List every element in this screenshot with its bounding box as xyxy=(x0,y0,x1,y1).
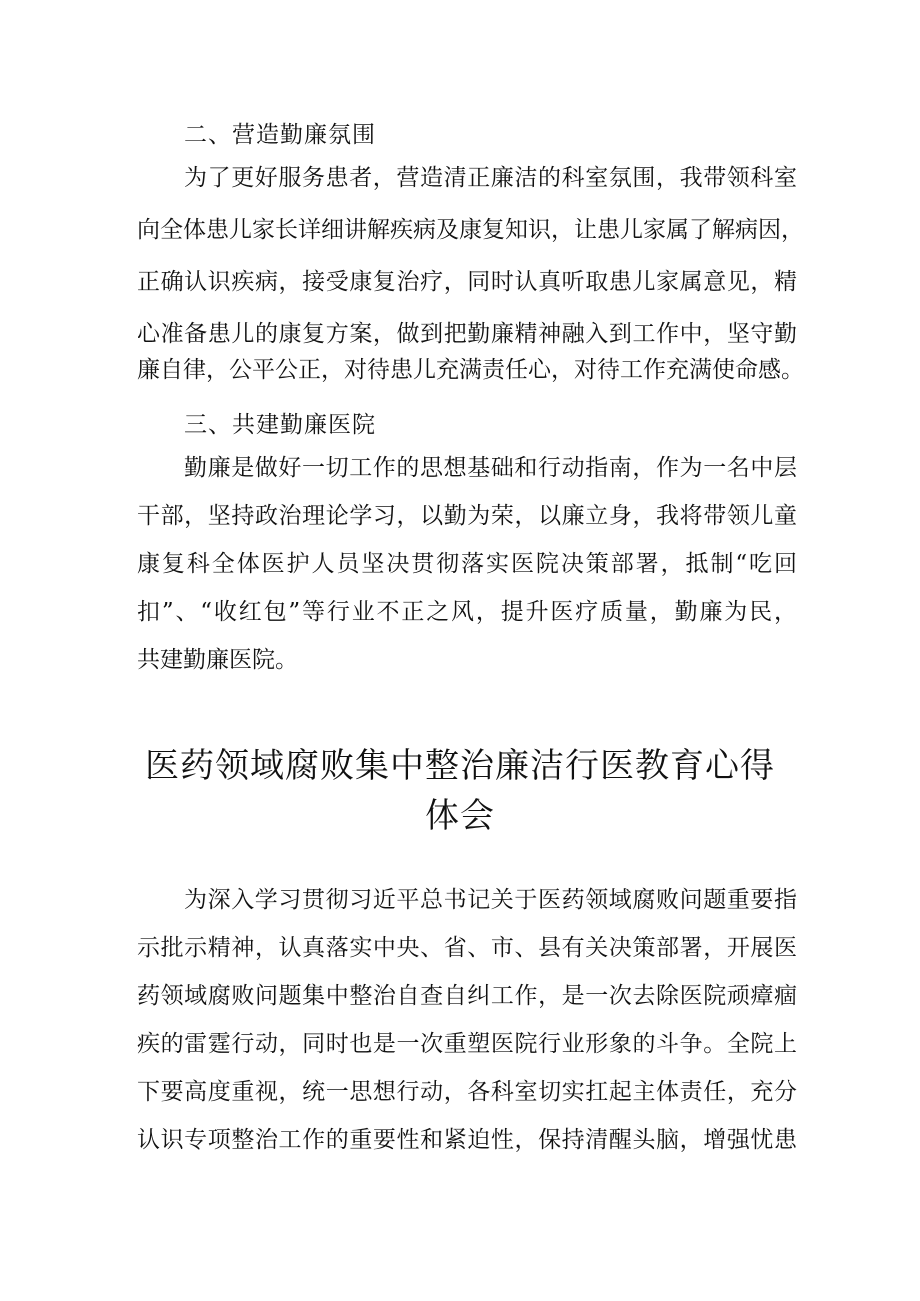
paragraph-line: 干部，坚持政治理论学习，以勤为荣，以廉立身，我将带领儿童 xyxy=(137,503,797,529)
paragraph-line: 勤廉是做好一切工作的思想基础和行动指南，作为一名中层 xyxy=(184,455,797,481)
paragraph-line: 下要高度重视，统一思想行动，各科室切实扛起主体责任，充分 xyxy=(137,1079,797,1105)
article-title-line-1: 医药领域腐败集中整治廉洁行医教育心得 xyxy=(145,746,775,786)
section-heading-2: 二、营造勤廉氛围 xyxy=(184,122,376,148)
paragraph-line: 为了更好服务患者，营造清正廉洁的科室氛围，我带领科室 xyxy=(184,165,797,191)
paragraph-line: 扣”、“收红包”等行业不正之风，提升医疗质量，勤廉为民， xyxy=(137,599,797,625)
paragraph-line: 药领域腐败问题集中整治自查自纠工作，是一次去除医院顽瘴痼 xyxy=(137,983,797,1009)
section-heading-3: 三、共建勤廉医院 xyxy=(184,412,376,438)
paragraph-line: 廉自律，公平公正，对待患儿充满责任心，对待工作充满使命感。 xyxy=(137,357,804,383)
paragraph-line: 为深入学习贯彻习近平总书记关于医药领域腐败问题重要指 xyxy=(184,887,797,913)
paragraph-line: 认识专项整治工作的重要性和紧迫性，保持清醒头脑，增强忧患 xyxy=(137,1127,797,1153)
paragraph-line: 正确认识疾病，接受康复治疗，同时认真听取患儿家属意见，精 xyxy=(137,269,797,295)
paragraph-line: 康复科全体医护人员坚决贯彻落实医院决策部署，抵制“吃回 xyxy=(137,551,797,577)
paragraph-line: 示批示精神，认真落实中央、省、市、县有关决策部署，开展医 xyxy=(137,935,797,961)
article-title-line-2: 体会 xyxy=(425,796,495,836)
paragraph-line: 共建勤廉医院。 xyxy=(137,647,298,673)
paragraph-line: 疾的雷霆行动，同时也是一次重塑医院行业形象的斗争。全院上 xyxy=(137,1031,797,1057)
paragraph-line: 向全体患儿家长详细讲解疾病及康复知识，让患儿家属了解病因， xyxy=(137,217,804,243)
paragraph-line: 心准备患儿的康复方案，做到把勤廉精神融入到工作中，坚守勤 xyxy=(137,321,797,347)
